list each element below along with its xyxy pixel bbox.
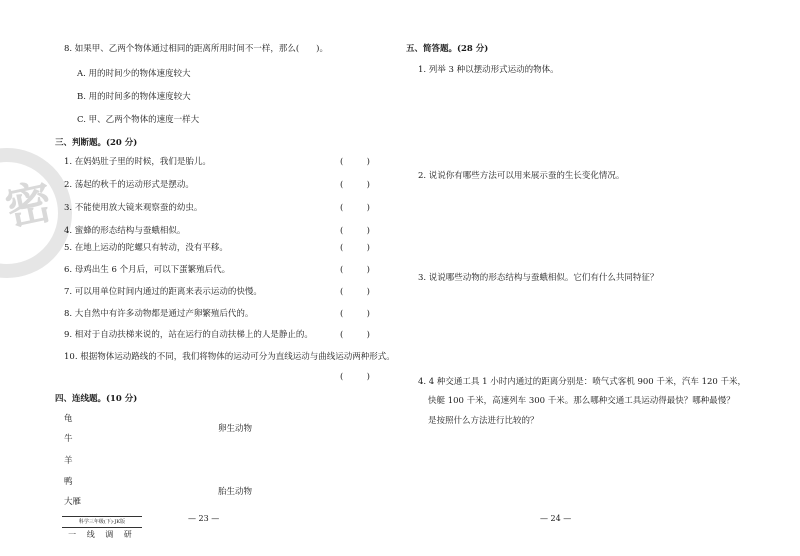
page-number-left: — 23 — <box>188 514 220 523</box>
short-answer-1: 1. 列举 3 种以摆动形式运动的物体。 <box>418 65 559 75</box>
answer-blank[interactable]: ( ) <box>340 203 370 213</box>
answer-blank[interactable]: ( ) <box>340 309 370 319</box>
judgement-item-7: 7. 可以用单位时间内通过的距离来表示运动的快慢。 <box>64 287 262 297</box>
category-oviparous[interactable]: 卵生动物 <box>218 424 253 434</box>
section-5-title: 五、简答题。(28 分) <box>406 44 489 54</box>
judgement-item-8: 8. 大自然中有许多动物都是通过产卵繁殖后代的。 <box>64 309 254 319</box>
judgement-item-9: 9. 相对于自动扶梯来说的，站在运行的自动扶梯上的人是静止的。 <box>64 330 313 340</box>
judgement-item-6: 6. 母鸡出生 6 个月后，可以下蛋繁殖后代。 <box>64 265 231 275</box>
judgement-item-2: 2. 荡起的秋千的运动形式是摆动。 <box>64 180 194 190</box>
answer-blank[interactable]: ( ) <box>340 157 370 167</box>
animal-duck[interactable]: 鸭 <box>64 477 73 487</box>
animal-sheep[interactable]: 羊 <box>64 456 73 466</box>
answer-blank[interactable]: ( ) <box>340 226 370 236</box>
section-3-title: 三、判断题。(20 分) <box>55 138 138 148</box>
category-viviparous[interactable]: 胎生动物 <box>218 487 253 497</box>
q8-option-a: A. 用的时间少的物体速度较大 <box>77 69 191 79</box>
page-number-right: — 24 — <box>540 514 572 523</box>
judgement-item-1: 1. 在妈妈肚子里的时候，我们是胎儿。 <box>64 157 211 167</box>
short-answer-2: 2. 说说你有哪些方法可以用来展示蚕的生长变化情况。 <box>418 171 625 181</box>
judgement-item-5: 5. 在地上运动的陀螺只有转动，没有平移。 <box>64 243 228 253</box>
answer-blank[interactable]: ( ) <box>340 287 370 297</box>
footer-book-label: 科学三年级(下)·JK版 <box>62 516 142 528</box>
answer-blank[interactable]: ( ) <box>340 265 370 275</box>
answer-blank[interactable]: ( ) <box>340 243 370 253</box>
q8-option-c: C. 甲、乙两个物体的速度一样大 <box>77 115 200 125</box>
animal-wild-goose[interactable]: 大雁 <box>64 497 82 507</box>
short-answer-4-line-3: 是按照什么方法进行比较的？ <box>428 416 539 426</box>
section-4-title: 四、连线题。(10 分) <box>55 394 138 404</box>
judgement-item-3: 3. 不能使用放大镜来观察蚕的幼虫。 <box>64 203 203 213</box>
judgement-item-10: 10. 根据物体运动路线的不同，我们将物体的运动可分为直线运动与曲线运动两种形式。 <box>64 352 395 362</box>
footer-series-name: 一 线 调 研 <box>68 530 136 539</box>
animal-cow[interactable]: 牛 <box>64 434 73 444</box>
judgement-item-4: 4. 蜜蜂的形态结构与蚕蛾相似。 <box>64 226 186 236</box>
answer-blank[interactable]: ( ) <box>340 372 370 382</box>
short-answer-3: 3. 说说哪些动物的形态结构与蚕蛾相似。它们有什么共同特征？ <box>418 273 659 283</box>
answer-blank[interactable]: ( ) <box>340 180 370 190</box>
answer-blank[interactable]: ( ) <box>340 330 370 340</box>
animal-turtle[interactable]: 龟 <box>64 414 73 424</box>
short-answer-4-line-2: 快艇 100 千米，高速列车 300 千米。那么哪种交通工具运动得最快？哪种最慢？ <box>428 396 735 406</box>
short-answer-4-line-1: 4. 4 种交通工具 1 小时内通过的距离分别是：喷气式客机 900 千米，汽车 120 千米， <box>418 377 746 387</box>
watermark-char: 密 <box>0 173 57 237</box>
q8-option-b: B. 用的时间多的物体速度较大 <box>77 92 191 102</box>
q8-text: 8. 如果甲、乙两个物体通过相同的距离所用时间不一样，那么( )。 <box>64 44 328 54</box>
